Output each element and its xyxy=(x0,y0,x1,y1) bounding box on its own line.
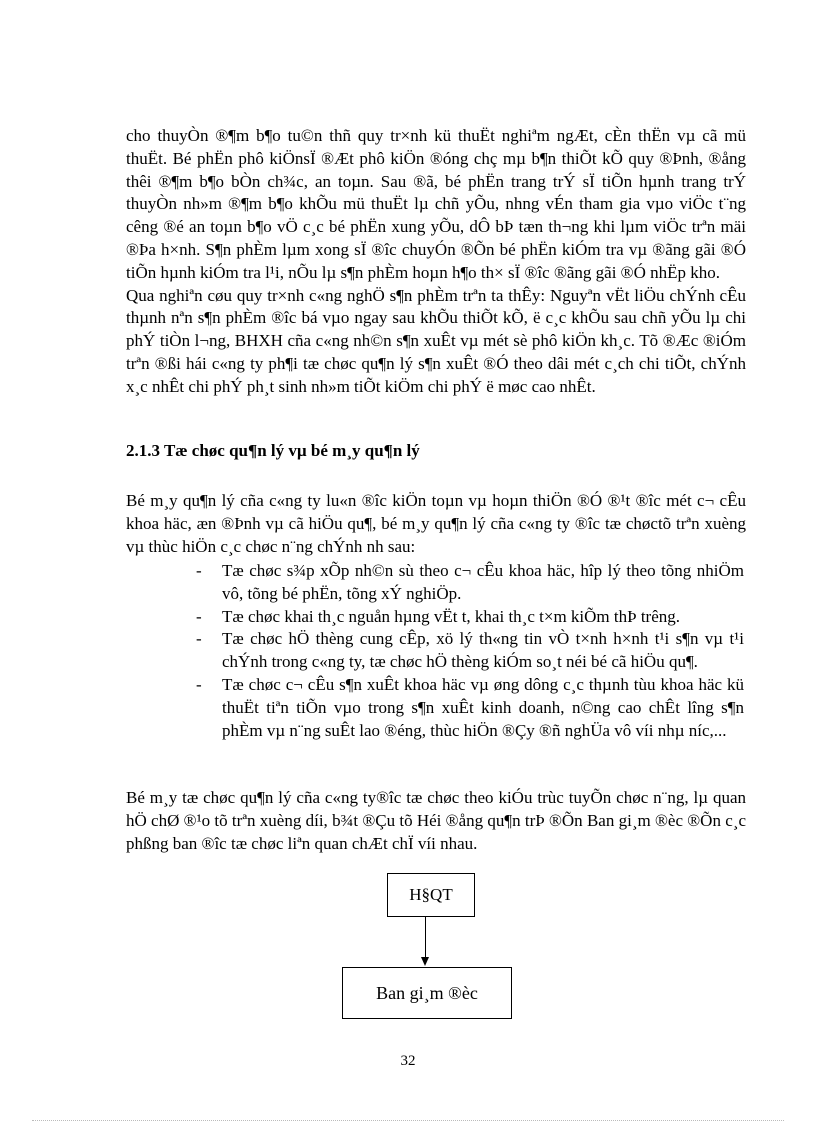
list-item-text: Tæ chøc khai th¸c nguån hµng vËt t, khai th¸c t×m kiÕm thÞ trêng. xyxy=(222,606,680,626)
section-intro: Bé m¸y qu¶n lý cña c«ng ty lu«n ®îc kiÖn toµn vµ hoµn thiÖn ®Ó ®¹t ®îc mét c¬ cÊu khoa häc, æn ®Þnh vµ cã hiÖu qu¶, bé m¸y qu¶n lý cña c«ng ty ®îc tæ chøctõ trªn xuèng vµ thùc hiÖn c¸c chøc n¨ng chÝnh nh sau: xyxy=(126,491,746,556)
list-item-text: Tæ chøc s¾p xÕp nh©n sù theo c¬ cÊu khoa häc, hîp lý theo tõng nhiÖm vô, tõng bé phËn, tõng xÝ nghiÖp. xyxy=(222,561,744,603)
bullet-marker: - xyxy=(196,561,202,580)
section-heading: 2.1.3 Tæ chøc qu¶n lý vµ bé m¸y qu¶n lý xyxy=(126,441,420,460)
list-item-text: Tæ chøc hÖ thèng cung cÊp, xö lý th«ng tin vÒ t×nh h×nh t¹i s¶n vµ t¹i chÝnh trong c«ng ty, tæ chøc hÖ thèng kiÓm so¸t néi bé cã hiÖu qu¶. xyxy=(222,629,744,672)
section-outro: Bé m¸y tæ chøc qu¶n lý cña c«ng ty®îc tæ chøc theo kiÓu trùc tuyÕn chøc n¨ng, lµ quan hÖ chØ ®¹o tõ trªn xuèng díi, b¾t ®Çu tõ Héi ®ång qu¶n trÞ ®Õn Ban gi¸m ®èc ®Õn c¸c phßng ban ®îc tæ chøc liªn quan chÆt chÏ víi nhau. xyxy=(126,788,746,853)
function-list xyxy=(196,560,744,742)
org-box-directors: Ban gi¸m ®èc xyxy=(342,967,512,1019)
body-text xyxy=(126,125,746,399)
org-connector-line xyxy=(425,916,426,960)
bullet-marker: - xyxy=(196,674,202,694)
bullet-marker: - xyxy=(196,629,202,649)
list-item-text: Tæ chøc c¬ cÊu s¶n xuÊt khoa häc vµ øng dông c¸c thµnh tùu khoa häc kü thuËt tiªn tiÕn vµo trong s¶n xuÊt kinh doanh, n©ng cao chÊt lîng s¶n phÈm vµ n¨ng suÊt lao ®éng, thùc hiÖn ®Çy ®ñ nghÜa vô víi nhµ níc,... xyxy=(222,674,744,740)
list-item xyxy=(196,674,744,742)
list-item xyxy=(196,606,744,629)
arrow-down-icon xyxy=(421,957,429,966)
bullet-marker: - xyxy=(196,606,202,626)
paragraph-process: cho thuyÒn ®¶m b¶o tu©n thñ quy tr×nh kü thuËt nghiªm ngÆt, cÈn thËn vµ cã mü thuËt. Bé phËn phô kiÖnsÏ ®Æt phô kiÖn ®óng chç mµ b¶n thiÕt kÕ quy ®Þnh, ®ång thêi ®¶m b¶o bÒn ch¾c, an toµn. Sau ®ã, bé phËn trang trÝ sÏ tiÕn hµnh trang trÝ thuyÒn nh»m ®¶m b¶o khÕu mü thuËt lµ chñ yÕu, nhng vÉn tham gia vµo viÖc t¨ng cêng ®é an toµn b¶o vÖ c¸c bé phËn xung yÕu, dÔ bÞ tæn th¬ng khi lµm viÖc trªn mäi ®Þa h×nh. S¶n phÈm lµm xong sÏ ®îc chuyÓn ®Õn bé phËn kiÓm tra vµ ®ãng gãi ®Ó tiÕn hµnh kiÓm tra l¹i, nÕu lµ s¶n phÈm hoµn h¶o th× sÏ ®îc ®ãng gãi ®Ó nhËp kho. xyxy=(126,126,746,282)
footer-divider xyxy=(32,1120,784,1121)
page-number: 32 xyxy=(400,1053,416,1069)
org-box-board: H§QT xyxy=(387,873,475,917)
paragraph-analysis: Qua nghiªn cøu quy tr×nh c«ng nghÖ s¶n phÈm trªn ta thÊy: Nguyªn vËt liÖu chÝnh cÊu thµnh nªn s¶n phÈm ®îc bá vµo ngay sau khÕu thiÕt kÕ, ë c¸c khÕu sau chñ yÕu lµ chi phÝ tiÒn l¬ng, BHXH cña c«ng nh©n s¶n xuÊt vµ mét sè phô kiÖn kh¸c. Tõ ®Æc ®iÓm trªn ®ßi hái c«ng ty ph¶i tæ chøc qu¶n lý s¶n xuÊt ®Ó theo dâi mét c¸ch chi tiÕt, chÝnh x¸c nhÊt chi phÝ ph¸t sinh nh»m tiÕt kiÖm chi phÝ ë møc cao nhÊt. xyxy=(126,285,746,396)
list-item xyxy=(196,628,744,674)
list-item xyxy=(196,560,744,606)
